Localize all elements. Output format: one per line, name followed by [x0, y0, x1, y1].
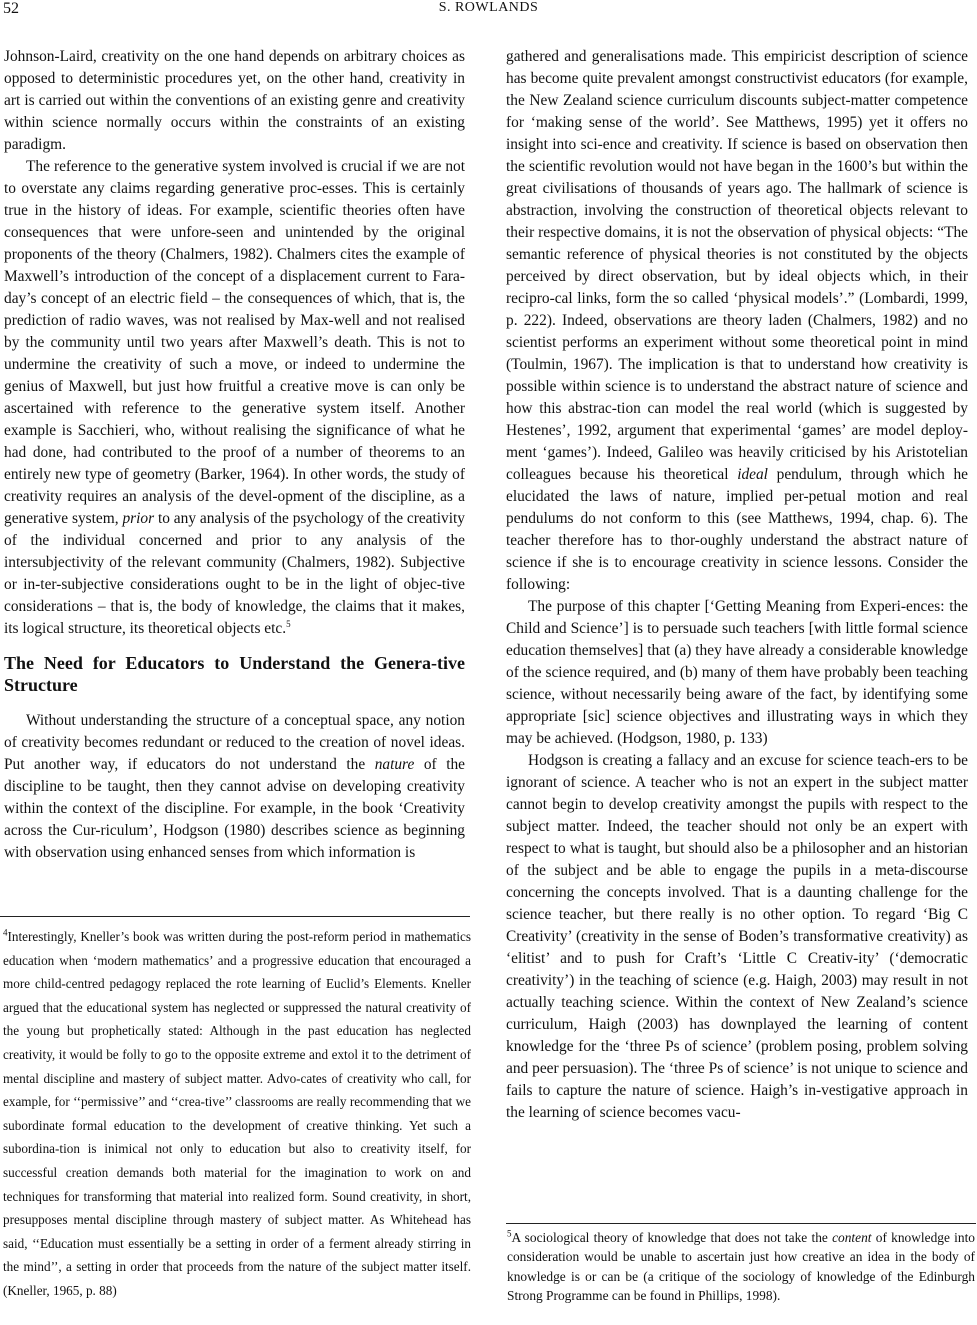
footnote-divider — [0, 916, 470, 917]
right-column — [506, 46, 968, 1124]
paragraph: Johnson-Laird, creativity on the one hand depends on arbitrary choices as opposed to deterministic procedures yet, on the other hand, creativity in art is carried out within the conventions of an existing genre and creativity within science normally occurs within the constraints of an existing paradigm. — [4, 48, 465, 153]
block-quote — [506, 596, 968, 750]
paragraph: gathered and generalisations made. This empiricist description of science has become quite prevalent amongst constructivist educators (for example, the New Zealand science curriculum discounts subject-matter competence for ‘making sense of the world’. See Matthews, 1995) yet it offers no insight into sci-ence and creativity. If science is based on observation then the scientific revolution would not have began in the 1600’s but within the great civilisations of thousands of years ago. The hallmark of science is abstraction, involving the construction of theoretical objects relevant to their respective domains, it is not the observation of physical objects: “The semantic reference of physical theories is not constituted by the objects perceived by direct observation, but by ideal objects which, in their recipro-cal links, form the so called ‘physical models’.” (Lombardi, 1999, p. 222). Indeed, observations are theory laden (Chalmers, 1982) and no scientist performs an experiment without some theoretical point in mind (Toulmin, 1967). The implication is that to understand how creativity is possible within science is to understand the abstract nature of science and how this abstrac-tion can model the real world (which is suggested by Hestenes’, 1992, argument that experimental ‘games’ are model deploy-ment ‘games’). Indeed, Galileo was heavily criticised by his Aristotelian colleagues because his theoretical ideal pendulum, through which he elucidated the laws of nature, implied per-petual motion and real pendulums do not conform to this (see Matthews, 1994, chap. 6). The teacher therefore has to thor-oughly understand the abstract nature of science if she is to encourage creativity in science lessons. Consider the following: — [506, 48, 969, 593]
paragraph: Hodgson is creating a fallacy and an excuse for science teach-ers to be ignorant of science. A teacher who is not an expert in the subject matter cannot begin to develop creativity amongst the pupils with respect to the subject matter. Indeed, the teacher should not only be an expert with respect to what is taught, but should also be a philosopher and an historian of the subject and be able to engage the pupils in a meta-discourse concerning the concepts involved. That is a daunting challenge for the science teacher, but there really is no other option. To regard ‘Big C Creativity’ (creativity in the sense of Boden’s transformative creativity) as ‘elitist’ and to push for Craft’s ‘Little C Creativ-ity’ (‘democratic creativity’) in the teaching of science (e.g. Haigh, 2003) may result in not actually teaching science. Within the context of New Zealand’s science curriculum, Haigh (2003) has downplayed the learning of content knowledge for the ‘three Ps of science’ (problem posing, problem solving and peer persuasion). The ‘three Ps of science’ is not unique to science and fails to capture the nature of science. Haigh’s in-vestigative approach in the learning of science becomes vacu- — [506, 752, 968, 1121]
emphasis: content — [832, 1230, 872, 1245]
emphasis: prior — [122, 510, 155, 527]
page-header — [0, 0, 977, 26]
emphasis: ideal — [737, 466, 768, 483]
paragraph: Without understanding the structure of a conceptual space, any notion of creativity becomes redundant or reduced to the creation of novel ideas. Put another way, if educators do not understand the nature of the discipline to be taught, then they cannot advise on developing creativity within the context of the discipline. For example, in the book ‘Creativity across the Cur-riculum’, Hodgson (1980) describes science as beginning with observation using enhanced senses from which information is — [4, 712, 465, 861]
left-column — [4, 46, 465, 864]
page-number: 52 — [3, 0, 19, 17]
footnote-number: 5 — [507, 1228, 512, 1239]
paragraph: The reference to the generative system involved is crucial if we are not to overstate any claims regarding generative proc-esses. This is certainly true in the history of ideas. For example, scientific theories often have consequences that were unfore-seen and unintended by the original proponents of the theory (Chalmers, 1982). Chalmers cites the example of Maxwell’s introduction of the concept of a displacement current to Fara-day’s concept of an electric field – the consequences of which, that is, the prediction of radio waves, was not realised by Max-well and not realised by the community until two years after Maxwell’s death. This is not to undermine the creativity of such a move, or indeed to undermine the genius of Maxwell, but just how fruitful a creative move is can only be ascertained with reference to the generative system itself. Another example is Sacchieri, who, without realising the significance of what he had done, had contributed to the proof of a number of theorems to an entirely new type of geometry (Barker, 1964). In other words, the study of creativity requires an analysis of the devel-opment of the discipline, as a generative system, prior to any analysis of the psychology of the creativity of the individual concerned and prior to any analysis of the intersubjectivity of the relevant community (Chalmers, 1982). Subjective or in-ter-subjective considerations ought to be in the light of objec-tive considerations – that is, the body of knowledge, the claims that it makes, its logical structure, its theoretical objects etc.$^5$ — [4, 158, 466, 637]
footnote-5: $^5$A sociological theory of knowledge that does not take the content of knowledge into consideration would be unable to ascertain just how creative an idea in the body of knowledge is or can be (a critique of the sociology of knowledge of the Edinburgh Strong Programme can be found in Phillips, 1998). — [507, 1228, 975, 1304]
footnote-marker: 5 — [286, 618, 291, 629]
emphasis: nature — [374, 756, 415, 773]
quote-text: The purpose of this chapter [‘Getting Meaning from Experi-ences: the Child and Science’] is to persuade such teachers [with little formal science education themselves] that (a) they have already a considerable knowledge of the science required, and (b) many of them have probably been teaching science, without necessarily being aware of the fact, by identifying some appropriate [sic] science objectives and illustrating ways in which they may be achieved. (Hodgson, 1980, p. 133) — [506, 598, 968, 747]
section-heading: The Need for Educators to Understand the Genera-tive Structure — [4, 653, 465, 695]
footnote-divider — [506, 1223, 976, 1224]
footnote-4: $^4$Interestingly, Kneller’s book was written during the post-reform period in mathematics education when ‘modern mathematics’ and a progressive education that encouraged a more child-centred pedagogy replaced the rote learning of Euclid’s Elements. Kneller argued that the educational system has neglected or suppressed the natural creativity of the young but prophetically stated: Although in the past education has neglected creativity, it would be folly to go to the opposite extreme and extol it to the detriment of mental discipline and mastery of subject matter. Advo-cates of creativity who call, for example, for ‘‘permissive’’ and ‘‘crea-tive’’ classrooms are really recommending that we subordinate formal education to the development of creative thinking. Yet such a subordina-tion is inimical not only to education but also to creativity itself, for successful creation demands both material for the imagination to work on and techniques for transforming that material into realized form. Sound creativity, in short, presupposes mental discipline through mastery of subject matter. As Whitehead has said, ‘‘Education must essentially be a setting in order of a ferment already stirring in the mind’’, a setting in order that proceeds from the nature of the subject matter itself. (Kneller, 1965, p. 88) — [3, 927, 471, 1298]
running-head: S. ROWLANDS — [438, 0, 539, 15]
footnote-number: 4 — [3, 927, 8, 938]
